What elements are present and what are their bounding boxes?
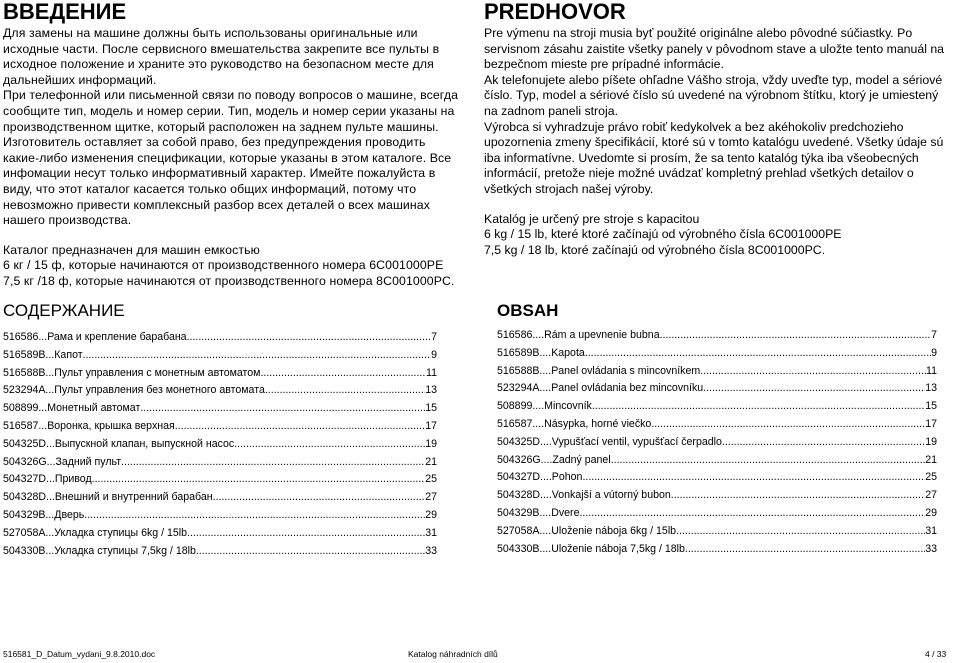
toc-heading-sk: OBSAH (497, 301, 559, 320)
toc-entry-number: 527058A (3, 526, 46, 539)
toc-entry-number: 504330B (3, 544, 46, 557)
toc-entry-leader (582, 470, 925, 484)
toc-entry-number: 523294A (3, 384, 46, 397)
footer-center: Katalog náhradních dílů (408, 649, 498, 659)
footer-page: 4 / 33 (925, 649, 947, 659)
toc-entry-page: 29 (425, 509, 437, 521)
toc-entry-separator: ... (45, 509, 55, 521)
toc-entry[interactable] (497, 346, 937, 360)
toc-entry[interactable] (497, 488, 937, 502)
toc-entry-leader (592, 399, 925, 413)
toc-entry-separator: .... (540, 435, 552, 448)
toc-entry[interactable] (3, 526, 437, 540)
toc-entry-number: 508899 (3, 402, 39, 415)
toc-entry-leader (265, 383, 425, 397)
toc-entry-separator: ... (45, 366, 55, 379)
toc-entry-leader (187, 330, 432, 344)
toc-entry-title: Uloženie náboja 7,5kg / 18lb (551, 542, 685, 555)
toc-entry-leader (660, 328, 932, 342)
paragraph-sk-3: Výrobca si vyhradzuje právo robiť kedykolvek a bez akéhokoliv predchozieho upozornenia zmeny špecifikácií, ktoré sú v tomto katalógu uvedené. Všetky údaje sú iba informatívne. Uvedomte si prosím, že sa tento katalóg týka iba všeobecných informácií, pretože nieje možné uvádzať kompletný prehlad všetkých detailov o všetkých strojach našej výroby. (484, 119, 944, 196)
toc-entry-separator: .... (532, 400, 545, 413)
toc-entry-title: Panel ovládania s mincovníkem (551, 364, 701, 377)
toc-entry-number: 504329B (3, 509, 46, 521)
toc-entry[interactable] (497, 453, 937, 467)
toc-entry-page: 31 (925, 524, 937, 537)
toc-entry-separator: ... (45, 384, 55, 397)
toc-entry-number: 516587 (3, 420, 39, 432)
toc-entry-separator: ... (45, 544, 55, 557)
catalog-intro-sk: Katalóg je určený pre stroje s kapacitou (484, 211, 700, 226)
toc-entry-page: 13 (425, 384, 437, 397)
toc-entry-page: 11 (926, 364, 937, 377)
toc-entry-separator: ... (46, 473, 55, 486)
toc-entry-number: 516586 (3, 331, 39, 343)
toc-entry-leader (700, 364, 926, 378)
toc-entry[interactable] (3, 401, 437, 415)
toc-entry-separator: .... (540, 489, 552, 502)
toc-entry-title: Пульт управления без монетного автомата (54, 384, 265, 397)
toc-entry-number: 504327D (3, 473, 47, 486)
toc-entry-number: 516586 (497, 329, 533, 341)
toc-heading-ru: СОДЕРЖАНИЕ (3, 301, 125, 320)
toc-entry-number: 516588B (497, 364, 540, 377)
toc-entry-leader (83, 348, 432, 362)
toc-entry-page: 17 (925, 418, 937, 430)
toc-entry-page: 29 (925, 507, 937, 519)
toc-entry-separator: .... (539, 346, 552, 359)
toc-entry-title: Zadný panel (552, 453, 611, 466)
toc-entry-title: Внешний и внутренний барабан (54, 491, 213, 504)
toc-entry-page: 9 (431, 348, 437, 361)
toc-entry-separator: ... (38, 331, 48, 343)
toc-entry-title: Mincovník (544, 400, 592, 413)
toc-entry-title: Uloženie náboja 6kg / 15lb (551, 524, 677, 537)
toc-entry[interactable] (3, 472, 437, 486)
toc-entry-number: 516589B (497, 346, 540, 359)
toc-entry-number: 504325D (497, 435, 541, 448)
toc-entry-leader (234, 437, 425, 451)
catalog-line2-ru: 7,5 кг /18 ф, которые начинаются от производственного номера 8C001000PC. (3, 273, 455, 288)
paragraph-ru-1: Для замены на машине должны быть использованы оригинальные или исходные части. После сервисного вмешательства закрепите все пульты в исходное положение и храните это руководство на безопасном месте для дальнейших информаций. (3, 26, 440, 87)
toc-entry-title: Воронка, крышка верхная (47, 420, 175, 432)
toc-entry-number: 516587 (497, 418, 533, 430)
toc-entry-page: 7 (431, 331, 437, 343)
toc-entry-title: Дверь (54, 509, 85, 521)
toc-entry-leader (579, 506, 925, 520)
toc-entry-separator: .... (532, 329, 545, 341)
toc-entry-title: Укладка ступицы 6kg / 15lb (54, 526, 188, 539)
toc-entry-title: Pohon (551, 471, 583, 484)
toc-entry-number: 504328D (497, 489, 541, 502)
toc-entry-leader (196, 544, 425, 558)
toc-entry[interactable] (3, 330, 437, 344)
toc-entry-title: Kapota (551, 346, 585, 359)
toc-entry[interactable] (497, 364, 937, 378)
toc-entry-number: 527058A (497, 524, 540, 537)
toc-entry-leader (722, 435, 925, 449)
catalog-intro-ru: Каталог предназначен для машин емкостью (3, 242, 260, 257)
toc-entry-separator: ... (38, 420, 48, 432)
toc-entry-separator: ... (45, 526, 55, 539)
toc-entry-separator: ... (46, 455, 56, 468)
toc-entry-number: 508899 (497, 400, 533, 413)
intro-slovak (484, 0, 954, 258)
paragraph-ru-3: Изготовитель оставляет за собой право, без предупреждения проводить какие-либо изменения спецификации, которые указаны в этом каталоге. Все инфомации несут только информативный характер. Имейте пожалуйста в виду, что этот каталог касается только общих информаций, потому что невозможно привести комплексный разбор всех деталей о всех машинах нашего производства. (3, 135, 452, 228)
toc-entry-separator: .... (539, 542, 552, 555)
toc-entry-title: Монетный автомат (47, 402, 141, 415)
toc-entry-separator: .... (540, 453, 553, 466)
toc-entry-leader (260, 366, 426, 380)
toc-entry[interactable] (497, 328, 937, 342)
toc-entry-leader (187, 526, 425, 540)
toc-entry-leader (651, 417, 925, 431)
toc-entry-leader (671, 488, 925, 502)
toc-entry-title: Пульт управления с монетным автоматом (54, 366, 261, 379)
toc-entry[interactable] (497, 417, 937, 431)
intro-russian (3, 0, 463, 290)
toc-entry-number: 504329B (497, 507, 540, 519)
toc-entry-leader (611, 453, 926, 467)
toc-entry-page: 27 (925, 489, 937, 502)
toc-entry-leader (84, 508, 425, 522)
catalog-line1-sk: 6 kg / 15 lb, které ktoré začínajú od výrobného čísla 6C001000PE (484, 227, 842, 242)
toc-entry-page: 25 (425, 473, 437, 486)
toc-entry-title: Násypka, horné viečko (544, 418, 652, 430)
toc-entry-number: 516588B (3, 366, 46, 379)
toc-entry-leader (703, 381, 925, 395)
paragraph-sk-1: Pre výmenu na stroji musia byť použité originálne alebo pôvodné súčiastky. Po servisnom zásahu zaistite všetky panely v pôvodnom stave a uložte tento manuál na bezpečnom mieste pre prípadné informácie. (484, 26, 945, 72)
toc-entry-page: 11 (426, 366, 437, 379)
toc-entry-page: 31 (425, 526, 437, 539)
toc-entry[interactable] (3, 383, 437, 397)
toc-entry-title: Капот (54, 348, 83, 361)
toc-entry-separator: .... (539, 507, 552, 519)
paragraph-ru-2: При телефонной или письменной связи по поводу вопросов о машине, всегда сообщите тип, модель и номер серии. Тип, модель и номер серии указаны на производственном щитке, который расположен на заднем пульте машины. (3, 88, 459, 134)
toc-entry-leader (121, 455, 425, 469)
toc-entry-separator: ... (46, 491, 55, 504)
toc-entry-page: 17 (425, 420, 437, 432)
heading-sk: PREDHOVOR (484, 0, 626, 24)
toc-entry-separator: .... (539, 382, 552, 395)
toc-entry-page: 15 (425, 402, 437, 415)
toc-entry-page: 9 (931, 346, 937, 359)
toc-entry[interactable] (3, 437, 437, 451)
toc-entry-page: 21 (425, 455, 437, 468)
toc-entry[interactable] (497, 506, 937, 520)
toc-entry-page: 13 (925, 382, 937, 395)
toc-entry-separator: .... (532, 418, 545, 430)
toc-entry-separator: .... (539, 524, 552, 537)
toc-entry-title: Rám a upevnenie bubna (544, 329, 660, 341)
toc-entry-title: Привод (54, 473, 92, 486)
toc-entry[interactable] (3, 348, 437, 362)
toc-entry-title: Panel ovládania bez mincovníku (551, 382, 704, 395)
toc-entry-number: 504326G (497, 453, 541, 466)
toc-entry[interactable] (497, 470, 937, 484)
toc-entry-title: Задний пульт (55, 455, 122, 468)
toc-entry-title: Укладка ступицы 7,5kg / 18lb (54, 544, 196, 557)
toc-entry-number: 504330B (497, 542, 540, 555)
toc-entry[interactable] (3, 544, 437, 558)
catalog-line1-ru: 6 кг / 15 ф, которые начинаются от производственного номера 6C001000PE (3, 258, 444, 273)
toc-entry-leader (213, 490, 426, 504)
toc-entry-title: Выпускной клапан, выпускной насос (54, 437, 235, 450)
toc-entry[interactable] (497, 524, 937, 538)
footer-file: 516581_D_Datum_vydani_9.8.2010.doc (3, 649, 156, 659)
toc-entry-page: 21 (925, 453, 937, 466)
toc-entry-number: 504328D (3, 491, 47, 504)
toc-entry-separator: ... (46, 437, 55, 450)
toc-entry-page: 27 (425, 491, 437, 504)
toc-entry-separator: ... (38, 402, 48, 415)
toc-entry[interactable] (497, 435, 937, 449)
toc-entry-number: 523294A (497, 382, 540, 395)
catalog-line2-sk: 7,5 kg / 18 lb, ktoré začínajú od výrobného čísla 8C001000PC. (484, 242, 826, 257)
toc-entry-leader (685, 542, 925, 556)
toc-entry-page: 19 (425, 437, 437, 450)
toc-entry[interactable] (497, 542, 937, 556)
toc-entry-page: 19 (925, 435, 937, 448)
toc-entry-page: 33 (925, 542, 937, 555)
toc-entry-title: Dvere (551, 507, 580, 519)
toc-entry[interactable] (3, 455, 437, 469)
toc-entry[interactable] (497, 399, 937, 413)
toc-entry-leader (140, 401, 425, 415)
toc-entry-page: 33 (425, 544, 437, 557)
toc-entry-number: 516589B (3, 348, 46, 361)
toc-entry-separator: .... (540, 471, 552, 484)
toc-entry-leader (92, 472, 426, 486)
toc-entry-page: 15 (925, 400, 937, 413)
toc-entry-number: 504325D (3, 437, 47, 450)
toc-entry-leader (175, 419, 425, 433)
toc-entry-leader (585, 346, 931, 360)
toc-entry-number: 504327D (497, 471, 541, 484)
toc-entry[interactable] (3, 366, 437, 380)
toc-entry-page: 7 (931, 329, 937, 341)
toc-entry-leader (676, 524, 925, 538)
toc-entry-title: Vonkajší a vútorný bubon (551, 489, 671, 502)
toc-entry[interactable] (3, 490, 437, 504)
toc-entry[interactable] (3, 508, 437, 522)
toc-entry-number: 504326G (3, 455, 47, 468)
toc-entry-title: Vypušťací ventil, vypušťací čerpadlo (551, 435, 722, 448)
toc-entry[interactable] (497, 381, 937, 395)
toc-entry[interactable] (3, 419, 437, 433)
heading-ru: ВВЕДЕНИЕ (3, 0, 127, 24)
toc-entry-separator: .... (539, 364, 552, 377)
toc-entry-page: 25 (925, 471, 937, 484)
toc-entry-title: Рама и крепление барабана (47, 331, 187, 343)
paragraph-sk-2: Ak telefonujete alebo píšete ohľadne Vášho stroja, vždy uveďte typ, model a sériové číslo. Typ, model a sériové číslo sú uvedené na výrobnom štítku, ktorý je umiestený na zadnom paneli stroja. (484, 72, 943, 118)
toc-entry-separator: ... (45, 348, 55, 361)
